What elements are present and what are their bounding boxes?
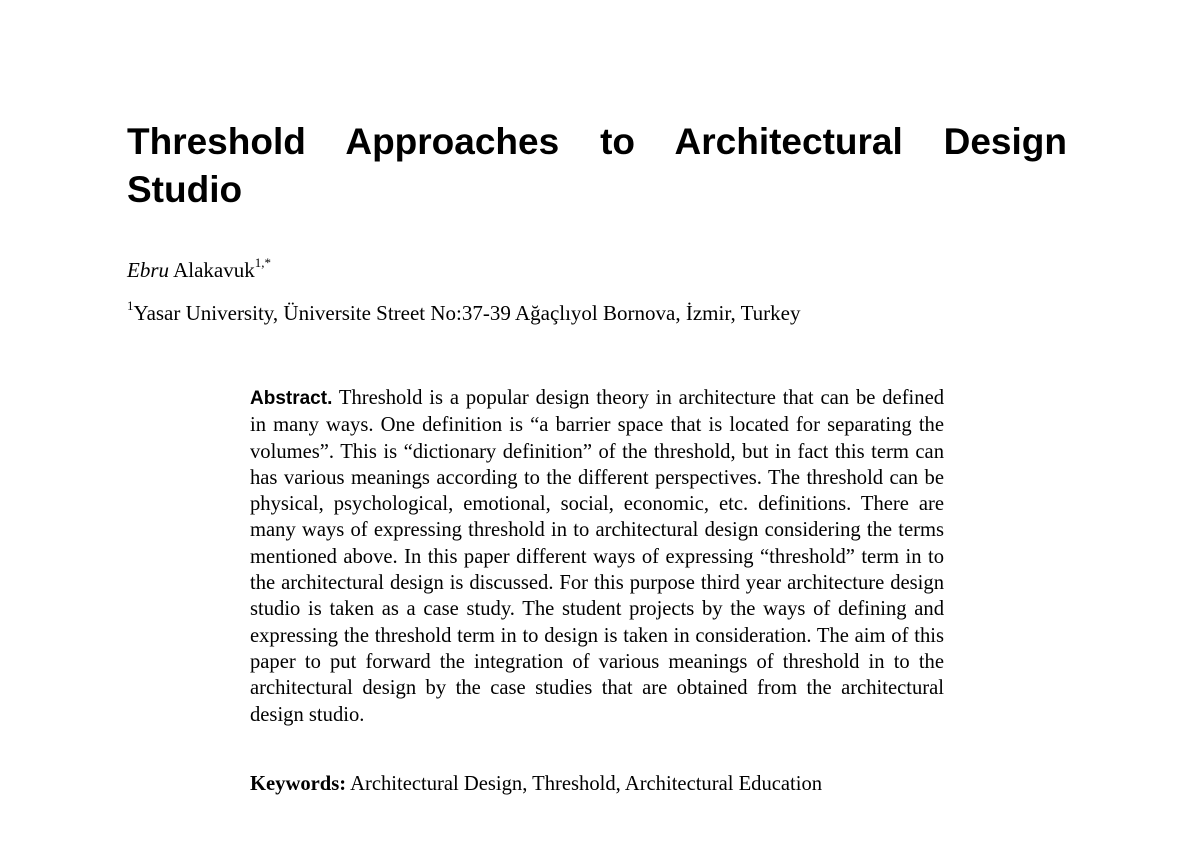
- author-line: [127, 257, 271, 283]
- keywords: [250, 771, 950, 797]
- author-affiliation-mark: 1,*: [254, 255, 271, 270]
- keywords-label: Keywords:: [250, 773, 347, 795]
- abstract: [250, 385, 944, 728]
- affiliation-mark: 1: [127, 298, 134, 313]
- paper-title: Threshold Approaches to Architectural Design Studio: [127, 121, 1067, 210]
- keywords-text: Architectural Design, Threshold, Architectural Education: [350, 773, 823, 795]
- abstract-text: Threshold is a popular design theory in architecture that can be defined in many ways. One definition is “a barrier space that is located for separating the volumes”. This is “dictionary definition” of the threshold, but in fact this term can has various meanings according to the different perspectives. The threshold can be physical, psychological, emotional, social, economic, etc. definitions. There are many ways of expressing threshold in to architectural design considering the terms mentioned above. In this paper different ways of expressing “threshold” term in to the architectural design is discussed. For this purpose third year architecture design studio is taken as a case study. The student projects by the ways of defining and expressing the threshold term in to design is taken in consideration. The aim of this paper to put forward the integration of various meanings of threshold in to the architectural design by the case studies that are obtained from the architectural design studio.: [250, 387, 945, 726]
- abstract-label: Abstract.: [250, 388, 333, 409]
- affiliation-text: Yasar University, Üniversite Street No:37-39 Ağaçlıyol Bornova, İzmir, Turkey: [133, 301, 801, 325]
- author-first-name: Ebru: [127, 258, 169, 282]
- affiliation-line: [127, 300, 801, 326]
- author-last-name: Alakavuk: [173, 258, 255, 282]
